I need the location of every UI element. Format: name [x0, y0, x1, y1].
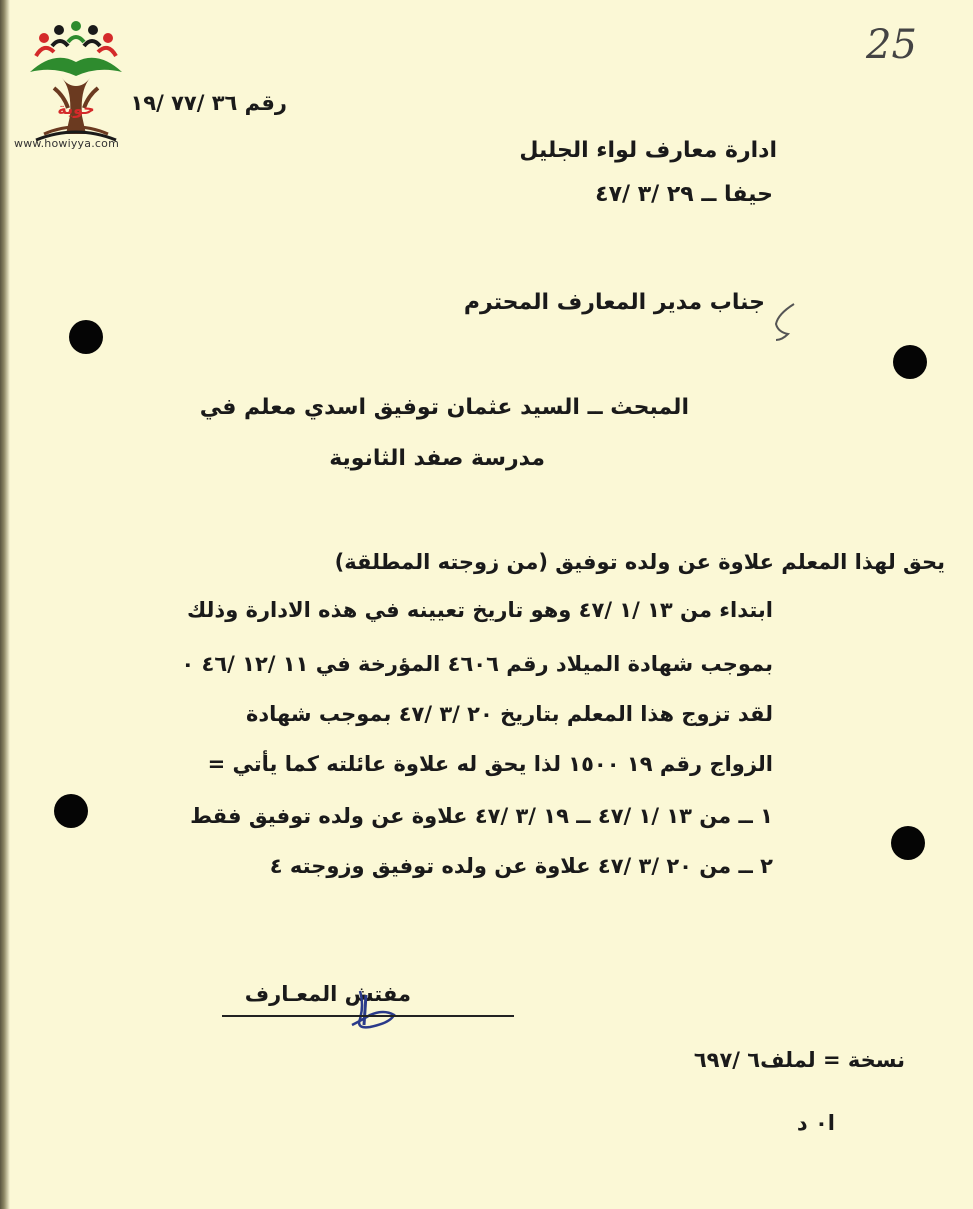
signature-title: مفتش المعـارف: [244, 982, 411, 1006]
body-line-2: ابتداء من ١٣ /١ /٤٧ وهو تاريخ تعيينه في هذه الادارة وذلك: [186, 598, 773, 622]
scan-edge-shadow: [0, 0, 10, 1209]
reference-number: رقم ٣٦ /٧٧ /١٩: [130, 91, 287, 115]
logo-url: www.howiyya.com: [14, 137, 119, 150]
punch-hole: [891, 826, 925, 860]
body-line-5: الزواج رقم ١٩ ١٥٠٠ لذا يحق له علاوة عائلته كما يأتي =: [207, 752, 773, 776]
punch-hole: [54, 794, 88, 828]
office-name: ادارة معارف لواء الجليل: [519, 138, 777, 163]
punch-hole: [69, 320, 103, 354]
body-line-3: بموجب شهادة الميلاد رقم ٤٦٠٦ المؤرخة في ١١ /١٢ /٤٦ ٠: [181, 652, 773, 676]
initials: ا٠ د: [796, 1111, 835, 1135]
subject-line-2: مدرسة صفد الثانوية: [329, 446, 545, 471]
body-line-7: ٢ ــ من ٢٠ /٣ /٤٧ علاوة عن ولده توفيق وزوجته ٤: [269, 854, 773, 878]
margin-mark: [768, 300, 798, 344]
howiyya-logo-icon: [14, 16, 138, 156]
body-line-4: لقد تزوج هذا المعلم بتاريخ ٢٠ /٣ /٤٧ بموجب شهادة: [246, 702, 773, 726]
punch-hole: [893, 345, 927, 379]
body-line-1: يحق لهذا المعلم علاوة عن ولده توفيق (من زوجته المطلقة): [334, 550, 945, 574]
subject-line-1: المبحث ــ السيد عثمان توفيق اسدي معلم في: [199, 395, 689, 420]
place-date: حيفا ــ ٢٩ /٣ /٤٧: [595, 182, 773, 207]
addressee: جناب مدير المعارف المحترم: [463, 290, 765, 315]
copy-note: نسخة = لملف٦ /٦٩٧: [693, 1048, 905, 1072]
signature-line: [222, 1015, 514, 1017]
logo-text: حوية: [57, 99, 95, 118]
page-number: 25: [866, 22, 917, 68]
body-line-6: ١ ــ من ١٣ /١ /٤٧ ــ ١٩ /٣ /٤٧ علاوة عن ولده توفيق فقط: [190, 804, 773, 828]
